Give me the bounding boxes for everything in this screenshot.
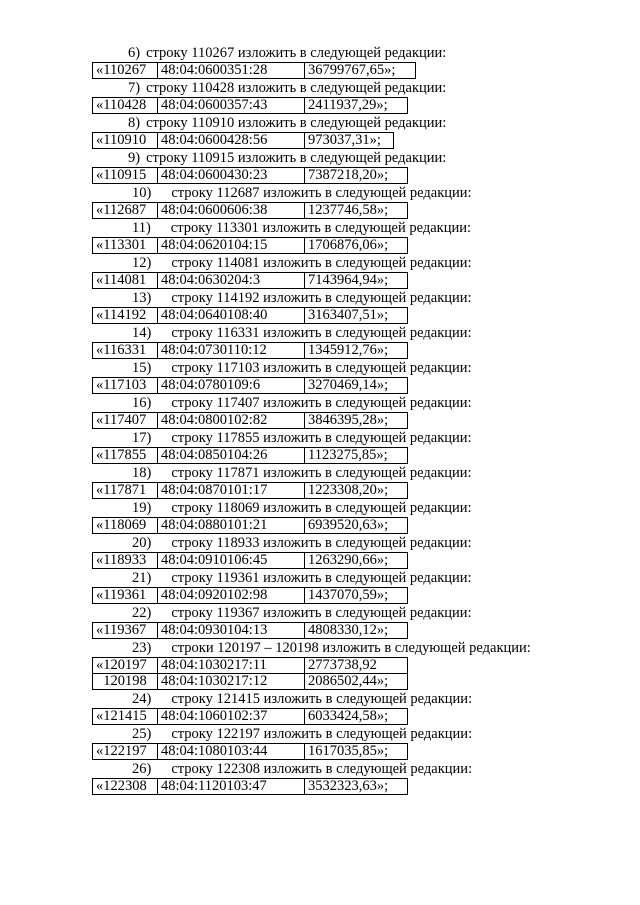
cadastral-value-cell: 6033424,58»; bbox=[305, 709, 408, 725]
cadastral-number-cell: 48:04:0600606:38 bbox=[158, 203, 305, 219]
item-number: 8) bbox=[128, 115, 141, 131]
register-table bbox=[92, 708, 408, 725]
row-number-cell: «110910 bbox=[93, 133, 158, 149]
row-number-cell: «119361 bbox=[93, 588, 158, 604]
item-number: 25) bbox=[132, 726, 152, 742]
register-table bbox=[92, 447, 408, 464]
cadastral-number-cell: 48:04:0800102:82 bbox=[158, 413, 305, 429]
cadastral-number-cell: 48:04:1030217:11 bbox=[158, 658, 305, 674]
register-table bbox=[92, 412, 408, 429]
amendment-block bbox=[92, 429, 562, 464]
instruction-text: строку 118933 изложить в следующей редакции: bbox=[171, 535, 472, 551]
amendment-heading bbox=[92, 359, 562, 377]
item-number: 13) bbox=[132, 290, 152, 306]
cadastral-value-cell: 1345912,76»; bbox=[305, 343, 408, 359]
item-number: 15) bbox=[132, 360, 152, 376]
item-number: 14) bbox=[132, 325, 152, 341]
cadastral-number-cell: 48:04:0600430:23 bbox=[158, 168, 305, 184]
register-table bbox=[92, 552, 408, 569]
amendment-block bbox=[92, 464, 562, 499]
table-row bbox=[93, 658, 408, 674]
instruction-text: строку 122308 изложить в следующей редакции: bbox=[171, 761, 473, 777]
table-row bbox=[93, 518, 408, 534]
item-number: 6) bbox=[128, 45, 141, 61]
amendment-block bbox=[92, 289, 562, 324]
register-table bbox=[92, 622, 408, 639]
instruction-text: строку 122197 изложить в следующей редакции: bbox=[171, 726, 473, 742]
cadastral-value-cell: 3846395,28»; bbox=[305, 413, 408, 429]
instruction-text: строку 117871 изложить в следующей редакции: bbox=[171, 465, 472, 481]
cadastral-value-cell: 3532323,63»; bbox=[305, 779, 408, 795]
instruction-text: строку 117103 изложить в следующей редакции: bbox=[171, 360, 472, 376]
item-number: 17) bbox=[132, 430, 152, 446]
item-number: 20) bbox=[132, 535, 152, 551]
item-number: 18) bbox=[132, 465, 152, 481]
item-number: 23) bbox=[132, 640, 152, 656]
amendment-block bbox=[92, 499, 562, 534]
item-number: 21) bbox=[132, 570, 152, 586]
instruction-text: строку 118069 изложить в следующей редакции: bbox=[171, 500, 472, 516]
instruction-text: строку 119361 изложить в следующей редакции: bbox=[171, 570, 472, 586]
register-table bbox=[92, 132, 394, 149]
cadastral-value-cell: 2411937,29»; bbox=[305, 98, 408, 114]
table-row bbox=[93, 63, 416, 79]
amendment-heading bbox=[92, 534, 562, 552]
amendment-block bbox=[92, 254, 562, 289]
instruction-text: строку 110428 изложить в следующей редакции: bbox=[146, 80, 447, 96]
cadastral-value-cell: 7387218,20»; bbox=[305, 168, 408, 184]
cadastral-value-cell: 4808330,12»; bbox=[305, 623, 408, 639]
item-number: 11) bbox=[132, 220, 151, 236]
amendment-block bbox=[92, 725, 562, 760]
amendment-heading bbox=[92, 760, 562, 778]
row-number-cell: «117407 bbox=[93, 413, 158, 429]
amendment-block bbox=[92, 149, 562, 184]
table-row bbox=[93, 203, 408, 219]
row-number-cell: «120197 bbox=[93, 658, 158, 674]
table-row bbox=[93, 744, 408, 760]
row-number-cell: «116331 bbox=[93, 343, 158, 359]
register-table bbox=[92, 517, 408, 534]
row-number-cell: «112687 bbox=[93, 203, 158, 219]
cadastral-value-cell: 1223308,20»; bbox=[305, 483, 408, 499]
table-row bbox=[93, 553, 408, 569]
register-table bbox=[92, 62, 416, 79]
row-number-cell: «119367 bbox=[93, 623, 158, 639]
amendment-block bbox=[92, 760, 562, 795]
amendment-heading bbox=[92, 639, 562, 657]
cadastral-number-cell: 48:04:0620104:15 bbox=[158, 238, 305, 254]
table-row bbox=[93, 674, 408, 690]
table-row bbox=[93, 483, 408, 499]
cadastral-number-cell: 48:04:1080103:44 bbox=[158, 744, 305, 760]
amendment-block bbox=[92, 604, 562, 639]
cadastral-number-cell: 48:04:0730110:12 bbox=[158, 343, 305, 359]
instruction-text: строку 117407 изложить в следующей редакции: bbox=[171, 395, 472, 411]
register-table bbox=[92, 342, 408, 359]
amendment-heading bbox=[92, 79, 562, 97]
row-number-cell: «110915 bbox=[93, 168, 158, 184]
instruction-text: строку 114081 изложить в следующей редакции: bbox=[171, 255, 472, 271]
item-number: 9) bbox=[128, 150, 141, 166]
amendment-block bbox=[92, 359, 562, 394]
cadastral-number-cell: 48:04:0630204:3 bbox=[158, 273, 305, 289]
cadastral-number-cell: 48:04:0850104:26 bbox=[158, 448, 305, 464]
instruction-text: строку 113301 изложить в следующей редакции: bbox=[170, 220, 472, 236]
document-body bbox=[92, 44, 562, 795]
instruction-text: строку 119367 изложить в следующей редакции: bbox=[171, 605, 472, 621]
amendment-heading bbox=[92, 219, 562, 237]
amendment-block bbox=[92, 114, 562, 149]
row-number-cell: 120198 bbox=[93, 674, 158, 690]
instruction-text: строку 110910 изложить в следующей редакции: bbox=[146, 115, 447, 131]
table-row bbox=[93, 413, 408, 429]
instruction-text: строку 121415 изложить в следующей редакции: bbox=[171, 691, 473, 707]
amendment-heading bbox=[92, 499, 562, 517]
instruction-text: строку 117855 изложить в следующей редакции: bbox=[171, 430, 472, 446]
register-table bbox=[92, 587, 408, 604]
amendment-heading bbox=[92, 394, 562, 412]
register-table bbox=[92, 97, 408, 114]
table-row bbox=[93, 779, 408, 795]
cadastral-number-cell: 48:04:0600357:43 bbox=[158, 98, 305, 114]
instruction-text: строку 116331 изложить в следующей редакции: bbox=[171, 325, 472, 341]
amendment-heading bbox=[92, 289, 562, 307]
table-row bbox=[93, 98, 408, 114]
table-row bbox=[93, 588, 408, 604]
cadastral-value-cell: 3163407,51»; bbox=[305, 308, 408, 324]
amendment-heading bbox=[92, 184, 562, 202]
cadastral-number-cell: 48:04:0910106:45 bbox=[158, 553, 305, 569]
amendment-heading bbox=[92, 569, 562, 587]
amendment-heading bbox=[92, 44, 562, 62]
row-number-cell: «121415 bbox=[93, 709, 158, 725]
cadastral-value-cell: 1706876,06»; bbox=[305, 238, 408, 254]
item-number: 12) bbox=[132, 255, 152, 271]
table-row bbox=[93, 448, 408, 464]
register-table bbox=[92, 167, 408, 184]
amendment-block bbox=[92, 534, 562, 569]
table-row bbox=[93, 709, 408, 725]
amendment-block bbox=[92, 639, 562, 690]
table-row bbox=[93, 168, 408, 184]
item-number: 26) bbox=[132, 761, 152, 777]
amendment-heading bbox=[92, 114, 562, 132]
item-number: 19) bbox=[132, 500, 152, 516]
row-number-cell: «122197 bbox=[93, 744, 158, 760]
row-number-cell: «118933 bbox=[93, 553, 158, 569]
table-row bbox=[93, 273, 408, 289]
cadastral-number-cell: 48:04:0600351:28 bbox=[158, 63, 305, 79]
amendment-block bbox=[92, 44, 562, 79]
instruction-text: строку 110915 изложить в следующей редакции: bbox=[146, 150, 447, 166]
amendment-block bbox=[92, 394, 562, 429]
register-table bbox=[92, 778, 408, 795]
cadastral-number-cell: 48:04:0880101:21 bbox=[158, 518, 305, 534]
amendment-block bbox=[92, 184, 562, 219]
cadastral-value-cell: 1263290,66»; bbox=[305, 553, 408, 569]
amendment-block bbox=[92, 690, 562, 725]
register-table bbox=[92, 657, 408, 690]
cadastral-value-cell: 1123275,85»; bbox=[305, 448, 408, 464]
cadastral-value-cell: 6939520,63»; bbox=[305, 518, 408, 534]
register-table bbox=[92, 482, 408, 499]
row-number-cell: «110428 bbox=[93, 98, 158, 114]
item-number: 7) bbox=[128, 80, 141, 96]
cadastral-number-cell: 48:04:1120103:47 bbox=[158, 779, 305, 795]
cadastral-value-cell: 3270469,14»; bbox=[305, 378, 408, 394]
amendment-heading bbox=[92, 429, 562, 447]
cadastral-value-cell: 1617035,85»; bbox=[305, 744, 408, 760]
register-table bbox=[92, 237, 408, 254]
item-number: 16) bbox=[132, 395, 152, 411]
amendment-heading bbox=[92, 690, 562, 708]
cadastral-number-cell: 48:04:0870101:17 bbox=[158, 483, 305, 499]
cadastral-value-cell: 1437070,59»; bbox=[305, 588, 408, 604]
cadastral-number-cell: 48:04:1030217:12 bbox=[158, 674, 305, 690]
register-table bbox=[92, 307, 408, 324]
row-number-cell: «110267 bbox=[93, 63, 158, 79]
row-number-cell: «122308 bbox=[93, 779, 158, 795]
amendment-heading bbox=[92, 725, 562, 743]
cadastral-number-cell: 48:04:0640108:40 bbox=[158, 308, 305, 324]
row-number-cell: «117103 bbox=[93, 378, 158, 394]
item-number: 24) bbox=[132, 691, 152, 707]
cadastral-value-cell: 36799767,65»; bbox=[305, 63, 416, 79]
table-row bbox=[93, 623, 408, 639]
register-table bbox=[92, 272, 408, 289]
row-number-cell: «114192 bbox=[93, 308, 158, 324]
cadastral-value-cell: 7143964,94»; bbox=[305, 273, 408, 289]
table-row bbox=[93, 238, 408, 254]
table-row bbox=[93, 133, 394, 149]
cadastral-number-cell: 48:04:0600428:56 bbox=[158, 133, 305, 149]
register-table bbox=[92, 202, 408, 219]
row-number-cell: «113301 bbox=[93, 238, 158, 254]
cadastral-value-cell: 2773738,92 bbox=[305, 658, 408, 674]
item-number: 22) bbox=[132, 605, 152, 621]
row-number-cell: «118069 bbox=[93, 518, 158, 534]
amendment-block bbox=[92, 219, 562, 254]
row-number-cell: «117871 bbox=[93, 483, 158, 499]
cadastral-value-cell: 973037,31»; bbox=[305, 133, 394, 149]
instruction-text: строку 112687 изложить в следующей редакции: bbox=[171, 185, 472, 201]
register-table bbox=[92, 377, 408, 394]
amendment-heading bbox=[92, 254, 562, 272]
instruction-text: строки 120197 – 120198 изложить в следующей редакции: bbox=[171, 640, 531, 656]
table-row bbox=[93, 378, 408, 394]
table-row bbox=[93, 308, 408, 324]
amendment-heading bbox=[92, 464, 562, 482]
instruction-text: строку 114192 изложить в следующей редакции: bbox=[171, 290, 472, 306]
amendment-heading bbox=[92, 149, 562, 167]
amendment-block bbox=[92, 324, 562, 359]
cadastral-value-cell: 1237746,58»; bbox=[305, 203, 408, 219]
amendment-heading bbox=[92, 324, 562, 342]
item-number: 10) bbox=[132, 185, 152, 201]
table-row bbox=[93, 343, 408, 359]
cadastral-number-cell: 48:04:0920102:98 bbox=[158, 588, 305, 604]
amendment-block bbox=[92, 79, 562, 114]
cadastral-number-cell: 48:04:0780109:6 bbox=[158, 378, 305, 394]
row-number-cell: «117855 bbox=[93, 448, 158, 464]
row-number-cell: «114081 bbox=[93, 273, 158, 289]
instruction-text: строку 110267 изложить в следующей редакции: bbox=[146, 45, 447, 61]
cadastral-number-cell: 48:04:0930104:13 bbox=[158, 623, 305, 639]
cadastral-number-cell: 48:04:1060102:37 bbox=[158, 709, 305, 725]
amendment-heading bbox=[92, 604, 562, 622]
amendment-block bbox=[92, 569, 562, 604]
register-table bbox=[92, 743, 408, 760]
cadastral-value-cell: 2086502,44»; bbox=[305, 674, 408, 690]
